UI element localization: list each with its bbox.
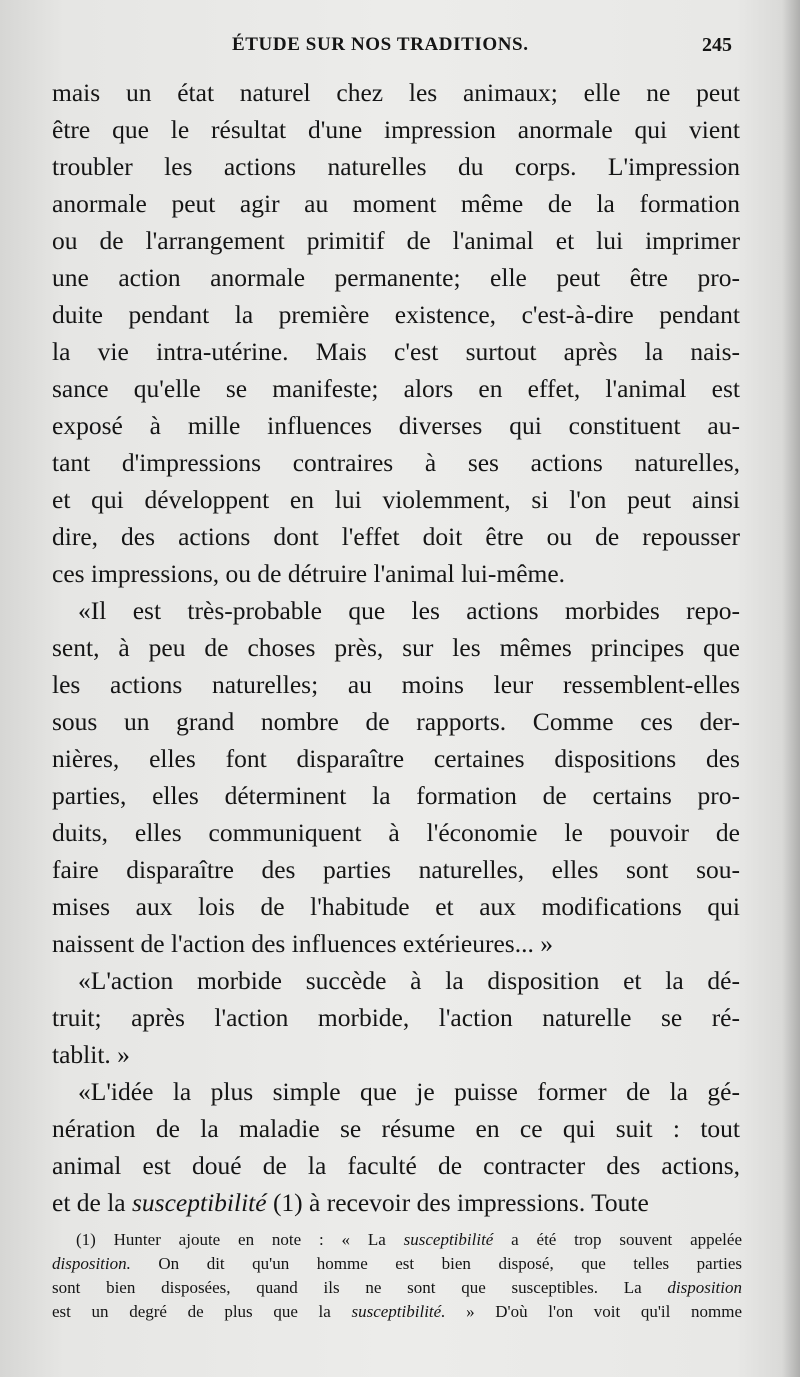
footnote-line: (1) Hunter ajoute en note : « La susceptibilité a été trop souvent appelée (76, 1230, 742, 1249)
footnote-line: disposition. On dit qu'un homme est bien disposé, que telles parties (52, 1254, 742, 1273)
footnote-line: est un degré de plus que la susceptibilité. » D'où l'on voit qu'il nomme (52, 1302, 742, 1321)
text-line: tant d'impressions contraires à ses actions naturelles, (52, 448, 740, 477)
text-line: «Il est très-probable que les actions morbides repo- (78, 596, 740, 625)
body-text (52, 74, 740, 1221)
text-line: faire disparaître des parties naturelles, elles sont sou- (52, 855, 740, 884)
text-line: être que le résultat d'une impression anormale qui vient (52, 115, 740, 144)
text-line: mises aux lois de l'habitude et aux modifications qui (52, 892, 740, 921)
text-line: ces impressions, ou de détruire l'animal lui-même. (52, 559, 566, 588)
text-line: sent, à peu de choses près, sur les mêmes principes que (52, 633, 740, 662)
text-line: et de la susceptibilité (1) à recevoir des impressions. Toute (52, 1188, 649, 1217)
text-line: duite pendant la première existence, c'est-à-dire pendant (52, 300, 740, 329)
page-header (52, 30, 732, 62)
text-line: exposé à mille influences diverses qui constituent au- (52, 411, 740, 440)
text-line: «L'idée la plus simple que je puisse former de la gé- (78, 1077, 740, 1106)
running-head: ÉTUDE SUR NOS TRADITIONS. (232, 34, 529, 55)
text-line: la vie intra-utérine. Mais c'est surtout après la nais- (52, 337, 740, 366)
text-line: nières, elles font disparaître certaines dispositions des (52, 744, 740, 773)
text-line: naissent de l'action des influences extérieures... » (52, 929, 553, 958)
text-line: parties, elles déterminent la formation de certains pro- (52, 781, 740, 810)
emphasis-susceptibilite: susceptibilité (132, 1188, 267, 1217)
footnote (52, 1228, 742, 1324)
text-line: une action anormale permanente; elle peut être pro- (52, 263, 740, 292)
text-line: anormale peut agir au moment même de la formation (52, 189, 740, 218)
text-line: sance qu'elle se manifeste; alors en effet, l'animal est (52, 374, 740, 403)
footnote-line: sont bien disposées, quand ils ne sont que susceptibles. La disposition (52, 1278, 742, 1297)
text-line: nération de la maladie se résume en ce qui suit : tout (52, 1114, 740, 1143)
text-line: et qui développent en lui violemment, si l'on peut ainsi (52, 485, 740, 514)
text-line: ou de l'arrangement primitif de l'animal et lui imprimer (52, 226, 740, 255)
page-number: 245 (702, 34, 732, 56)
text-line: truit; après l'action morbide, l'action naturelle se ré- (52, 1003, 740, 1032)
text-line: «L'action morbide succède à la disposition et la dé- (78, 966, 740, 995)
page-edge-shadow (782, 0, 800, 1377)
text-line: troubler les actions naturelles du corps. L'impression (52, 152, 740, 181)
text-line: animal est doué de la faculté de contracter des actions, (52, 1151, 740, 1180)
text-line: les actions naturelles; au moins leur ressemblent-elles (52, 670, 740, 699)
text-line: tablit. » (52, 1040, 130, 1069)
text-line: dire, des actions dont l'effet doit être ou de repousser (52, 522, 740, 551)
text-line: sous un grand nombre de rapports. Comme ces der- (52, 707, 740, 736)
text-line: duits, elles communiquent à l'économie le pouvoir de (52, 818, 740, 847)
text-line: mais un état naturel chez les animaux; elle ne peut (52, 78, 740, 107)
